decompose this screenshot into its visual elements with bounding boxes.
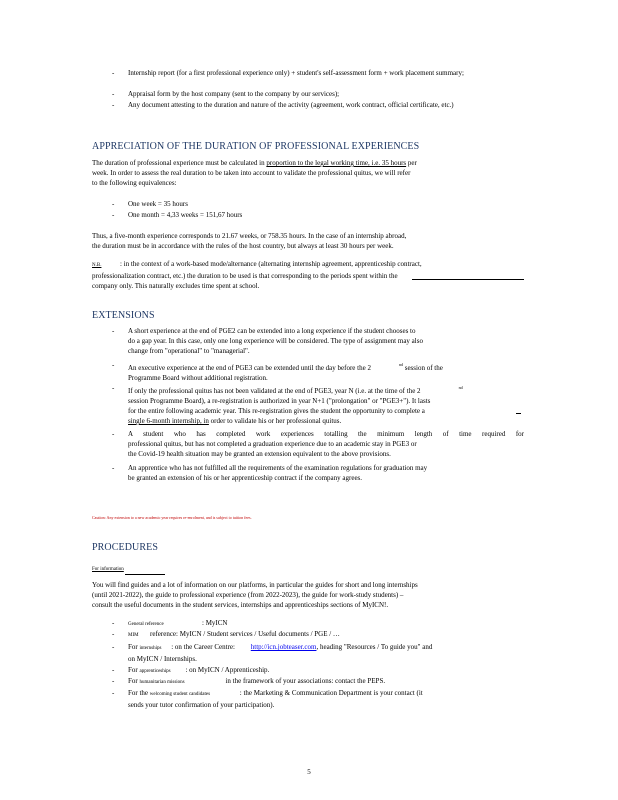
list-item: - An apprentice who has not fulfilled all the requirements of the examination regulations for graduation may be granted an extension of his or her apprenticeship contract if the company agrees. — [112, 464, 428, 482]
list-item-text: Any document attesting to the duration and nature of the activity (agreement, work contract, official certificate, etc.) — [128, 101, 454, 109]
paragraph: You will find guides and a lot of information on our platforms, in particular the guides for short and long internships (until 2021-2022), the guide to professional experience (from 2022-2023), the guide for work-study students) – consult the useful documents in the student services, internships and apprenticeships sections of MyICN!. — [92, 581, 418, 609]
list-item: - If only the professional quitus has not been validated at the end of PGE3, year N (i.e. at the time of the 2 $^{nd}$ session Programme Board), a re-registration is authorized in year N+1 ("prolongation" or "PGE3+"). It lasts for the entire following academic year. This re-registration gives the student the opportunity to complete a single 6-month internship, in order to validate his or her professional quitus. — [112, 384, 463, 425]
section-heading-extensions: EXTENSIONS — [92, 310, 155, 321]
list-item: - A short experience at the end of PGE2 can be extended into a long experience if the student chooses to do a gap year. In this case, only one long experience will be considered. The type of assignment may also change from "operational" to "managerial". — [112, 327, 423, 355]
page-number: 5 — [307, 768, 311, 776]
list-item-text: Appraisal form by the host company (sent to the company by our services); — [128, 90, 340, 98]
divider — [412, 279, 524, 280]
section-heading-procedures: PROCEDURES — [92, 542, 159, 553]
paragraph: The duration of professional experience must be calculated in proportion to the legal working time, i.e. 35 hours per week. In order to assess the real duration to be taken into account to validate the professional quitus, we will refer to the following equivalences: — [92, 159, 417, 187]
caution-note: Caution: Any extension to a new academic year requires re-enrolment, and is subject to tuition fees. — [92, 515, 252, 520]
list-item: - MIM reference: MyICN / Student services / Useful documents / PGE / … — [112, 630, 340, 638]
list-item: - General reference : MyICN — [112, 619, 228, 627]
list-item: - Any document attesting to the duration and nature of the activity (agreement, work contract, official certificate, etc.) — [92, 100, 532, 120]
list-item: - For humanitarian missions in the framework of your associations: contact the PEPS. — [112, 677, 386, 685]
list-item: - Appraisal form by the host company (sent to the company by our services); — [92, 89, 532, 99]
list-item: - For internships : on the Career Centre: http://icn.jobteaser.com, heading "Resources / To guide you" and on MyICN / Internships. — [112, 643, 433, 663]
divider — [125, 574, 165, 575]
list-item: - A student who has completed work experiences totalling the minimum length of time required for professional quitus, but has not completed a graduation experience due to an academic stay in PGE3 or the Covid-19 health situation may be granted an extension equivalent to the above provisions. — [112, 430, 524, 458]
underlined-text: proportion to the legal working time, i.e. 35 hours — [266, 159, 407, 167]
paragraph: Thus, a five-month experience corresponds to 21.67 weeks, or 758.35 hours. In the case of an internship abroad, the duration must be in accordance with the rules of the host country, but always at least 30 hours per week. — [92, 232, 407, 250]
list-item: - For apprenticeships : on MyICN / Apprenticeship. — [112, 666, 270, 674]
list-item: - For the welcoming student candidates : the Marketing & Communication Department is your contact (it sends your tutor confirmation of your participation). — [112, 689, 423, 709]
jobteaser-link[interactable]: http://icn.jobteaser.com — [250, 643, 317, 651]
list-item: - Internship report (for a first professional experience only) + student's self-assessment form + work placement summary; — [92, 68, 532, 88]
underlined-text: single 6-month internship, in — [128, 417, 209, 425]
section-heading-appreciation: APPRECIATION OF THE DURATION OF PROFESSIONAL EXPERIENCES — [92, 141, 420, 152]
nb-label: N.B. — [92, 263, 102, 268]
list-item-text: Internship report (for a first professional experience only) + student's self-assessment form + work placement summary; — [128, 69, 464, 77]
divider — [516, 413, 521, 414]
list-item: - One week = 35 hours — [112, 200, 188, 208]
list-item: - One month = 4,33 weeks = 151,67 hours — [112, 211, 243, 219]
subheading: For information — [92, 567, 124, 572]
nb-paragraph: N.B. : in the context of a work-based mode/alternance (alternating internship agreement, apprenticeship contract, professionalization contract, etc.) the duration to be used is that corresponding to the periods spent within the company only. This naturally excludes time spent at school. — [92, 260, 422, 290]
list-item: - An executive experience at the end of PGE3 can be extended until the day before the 2 $^{nd}$ session of the Programme Board without additional registration. — [112, 361, 443, 382]
